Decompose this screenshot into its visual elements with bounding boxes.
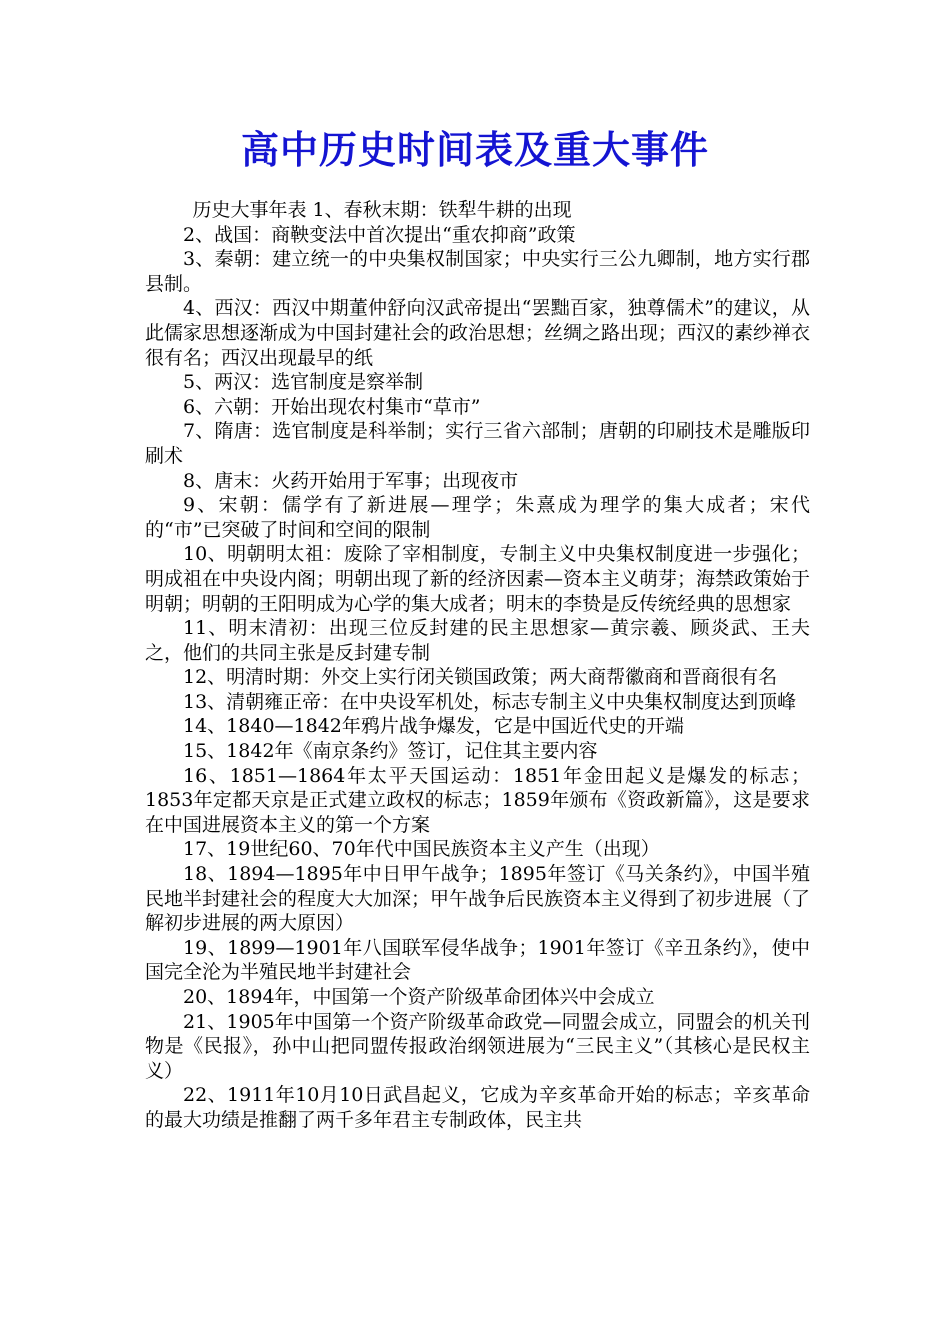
paragraph: 18、1894—1895年中日甲午战争；1895年签订《马关条约》，中国半殖民地半封建社会的程度大大加深；甲午战争后民族资本主义得到了初步进展（了解初步进展的两大原因） <box>145 863 811 935</box>
paragraph: 12、明清时期：外交上实行闭关锁国政策；两大商帮徽商和晋商很有名 <box>183 666 778 689</box>
paragraph: 19、1899—1901年八国联军侵华战争；1901年签订《辛丑条约》，使中国完全沦为半殖民地半封建社会 <box>145 936 810 984</box>
paragraph: 9、宋朝：儒学有了新进展—理学；朱熹成为理学的集大成者；宋代的“市”已突破了时间和空间的限制 <box>145 494 810 541</box>
paragraph: 21、1905年中国第一个资产阶级革命政党—同盟会成立，同盟会的机关刊物是《民报》，孙中山把同盟传报政治纲领进展为“三民主义”（其核心是民权主义） <box>145 1010 810 1082</box>
paragraph: 8、唐末：火药开始用于军事；出现夜市 <box>183 469 519 492</box>
paragraph: 10、明朝明太祖：废除了宰相制度，专制主义中央集权制度进一步强化；明成祖在中央设内阁；明朝出现了新的经济因素—资本主义萌芽；海禁政策始于明朝；明朝的王阳明成为心学的集大成者；明末的李贽是反传统经典的思想家 <box>145 543 811 615</box>
paragraph: 5、两汉：选官制度是察举制 <box>183 371 424 394</box>
paragraph: 14、1840—1842年鸦片战争爆发，它是中国近代史的开端 <box>183 715 684 738</box>
paragraph: 3、秦朝：建立统一的中央集权制国家；中央实行三公九卿制，地方实行郡县制。 <box>145 248 810 295</box>
paragraph: 2、战国：商鞅变法中首次提出“重农抑商”政策 <box>183 223 576 246</box>
paragraph: 4、西汉：西汉中期董仲舒向汉武帝提出“罢黜百家，独尊儒术”的建议，从此儒家思想逐渐成为中国封建社会的政治思想；丝绸之路出现；西汉的素纱禅衣很有名；西汉出现最早的纸 <box>145 297 811 369</box>
paragraph: 11、明末清初：出现三位反封建的民主思想家—黄宗羲、顾炎武、王夫之，他们的共同主张是反封建专制 <box>145 617 810 664</box>
paragraph: 20、1894年，中国第一个资产阶级革命团体兴中会成立 <box>183 986 655 1008</box>
paragraph: 6、六朝：开始出现农村集市“草市” <box>183 395 481 418</box>
paragraph: 13、清朝雍正帝：在中央设军机处，标志专制主义中央集权制度达到顶峰 <box>183 690 797 713</box>
paragraph: 16、1851—1864年太平天国运动：1851年金田起义是爆发的标志；1853年定都天京是正式建立政权的标志；1859年颁布《资政新篇》，这是要求在中国进展资本主义的第一个方案 <box>145 764 810 836</box>
paragraph: 17、19世纪60、70年代中国民族资本主义产生（出现） <box>183 838 660 861</box>
page-title: 高中历史时间表及重大事件 <box>240 128 709 172</box>
paragraph: 7、隋唐：选官制度是科举制；实行三省六部制；唐朝的印刷技术是雕版印刷术 <box>145 420 810 467</box>
paragraph: 22、1911年10月10日武昌起义，它成为辛亥革命开始的标志；辛亥革命的最大功绩是推翻了两千多年君主专制政体，民主共 <box>145 1084 810 1131</box>
paragraph: 历史大事年表 1、春秋末期：铁犁牛耕的出现 <box>192 199 572 221</box>
document-body <box>145 198 810 1133</box>
paragraph: 15、1842年《南京条约》签订，记住其主要内容 <box>183 740 598 763</box>
